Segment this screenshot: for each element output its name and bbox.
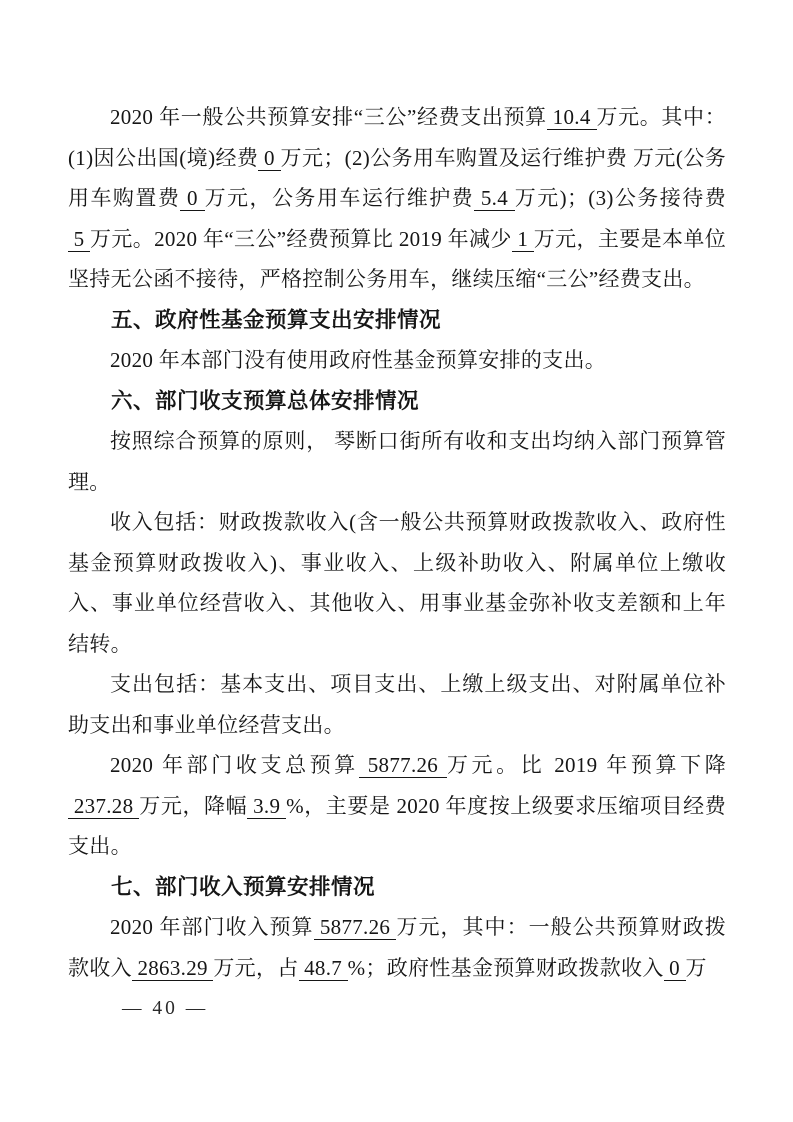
text-run: 收入包括：财政拨款收入(含一般公共预算财政拨款收入、政府性基金预算财政拨收入)、事业收入、上级补助收入、附属单位上缴收入、事业单位经营收入、其他收入、用事业基金弥补收支差额和上年结转。 [68,510,726,656]
text-run: 万元；(2)公务用车购置及运行维护费 万元(公务用车购置费 [68,145,726,210]
text-run: 七、部门收入预算安排情况 [111,874,376,899]
text-run: 万元。比 2019 年预算下降 [446,753,726,777]
underlined-value: 5877.26 [358,753,447,777]
section-heading [68,300,726,341]
text-run: 2020 年本部门没有使用政府性基金预算安排的支出。 [110,348,607,372]
text-run: 万元。2020 年“三公”经费预算比 2019 年减少 [90,226,512,251]
underlined-value: 0 [663,955,686,980]
text-run: 支出包括：基本支出、项目支出、上缴上级支出、对附属单位补助支出和事业单位经营支出。 [68,672,726,737]
paragraph [68,745,726,867]
paragraph [68,502,726,664]
paragraph [68,97,726,300]
text-run: 万元，其中：一般公共预算财政拨款收入 [68,915,727,980]
underlined-value: 48.7 [298,955,348,980]
page-footer [122,997,208,1021]
underlined-value: 2863.29 [131,955,214,980]
underlined-value: 5877.26 [313,915,397,939]
underlined-value: 5.4 [474,186,515,210]
text-run: 万元。其中：(1)因公出国(境)经费 [68,105,726,170]
text-run: 万元)；(3)公务接待费 [514,186,726,210]
underlined-value: 3.9 [247,793,287,818]
document-body [68,97,726,988]
text-run: 万元，降幅 [139,793,248,818]
underlined-value: 1 [511,226,534,251]
underlined-value: 10.4 [546,105,597,129]
paragraph [68,907,726,988]
underlined-value: 237.28 [68,793,140,818]
section-heading [68,867,726,908]
underlined-value: 5 [68,226,91,251]
text-run: %，主要是 2020 年度按上级要求压缩项目经费支出。 [68,793,726,858]
text-run: 万元，公务用车运行维护费 [204,186,475,210]
text-run: 六、部门收支预算总体安排情况 [111,388,420,413]
text-run: 2020 年部门收入预算 [110,915,314,939]
paragraph [68,664,726,745]
text-run: 按照综合预算的原则， 琴断口街所有收和支出均纳入部门预算管理。 [68,429,726,494]
text-run: 万元，主要是本单位坚持无公函不接待，严格控制公务用车，继续压缩“三公”经费支出。 [68,226,726,291]
paragraph [68,340,726,381]
text-run: 2020 年一般公共预算安排“三公”经费支出预算 [110,105,547,129]
paragraph [68,421,726,502]
underlined-value: 0 [258,145,281,170]
page-number: — 40 — [122,998,209,1019]
text-run: 2020 年部门收支总预算 [110,753,359,777]
underlined-value: 0 [180,186,205,210]
text-run: %；政府性基金预算财政拨款收入 [347,955,664,980]
text-run: 五、政府性基金预算支出安排情况 [111,307,442,332]
text-run: 万 [685,955,707,980]
section-heading [68,381,726,422]
text-run: 万元，占 [213,955,299,980]
